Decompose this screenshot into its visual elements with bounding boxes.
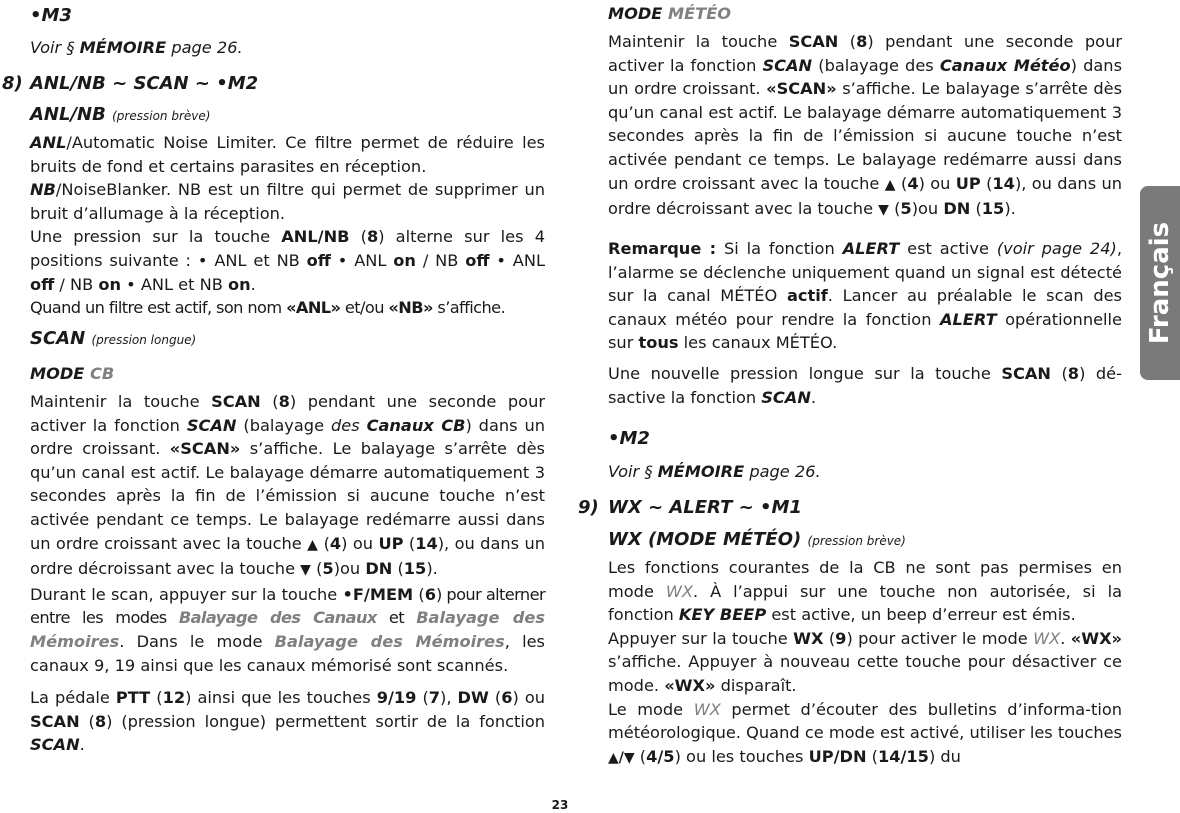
wx-text: Le mode (608, 699, 694, 719)
wx-label: WX (MODE MÉTÉO) (608, 529, 802, 550)
scan-exit-paragraph (30, 686, 545, 757)
scan-cb-text: ( (260, 392, 279, 411)
scan-cb-key: 15 (403, 559, 427, 579)
scan-label: SCAN (30, 328, 86, 349)
scan-mode-text: . Dans le mode (119, 631, 275, 651)
scan-exit-key: PTT (115, 688, 151, 707)
scan-meteo-text: (balayage des (812, 55, 940, 75)
scan-cb-text: s’affiche. Le balayage s’arrête dès qu’un canal est actif. Le balayage démarre automatiquement 3 secondes après la fin de l’émission si aucune touche n’est activée pendant ce temps. Le balayage redémarre aussi dans un ordre croissant avec la touche (30, 439, 545, 553)
state-on-1: on (393, 250, 416, 270)
scan-cb-text: ) dans un ordre croissant. (30, 415, 546, 459)
scan-mode-text: ( (413, 584, 425, 604)
scan-exit-text: La pédale (30, 688, 116, 707)
wx-key-beep: KEY BEEP (678, 605, 767, 625)
deactivate-text: ) dé-sactive la fonction (608, 364, 1122, 407)
language-tab (1140, 186, 1180, 380)
m2-ref-memoire: MÉMOIRE (657, 462, 745, 481)
anl-description: /Automatic Noise Limiter. Ce filtre permet de réduire les bruits de fond et certains parasites en réception. (30, 133, 545, 176)
wx-key: UP/DN (808, 746, 867, 766)
remarque-paragraph (608, 237, 1122, 355)
remarque-tous: tous (638, 333, 679, 353)
state-text-3: • ANL (489, 250, 546, 270)
scan-cb-des: des (330, 415, 360, 435)
wx-text: ) ou les touches (674, 746, 809, 766)
remarque-actif: actif (786, 286, 828, 306)
scan-cb-text: ). (426, 559, 438, 579)
press-text-1: Une pression sur la touche (30, 227, 282, 247)
section-8-title: ANL/NB ~ SCAN ~ •M2 (30, 73, 259, 94)
scan-meteo-canaux: Canaux Météo (939, 55, 1071, 75)
state-on-2: on (98, 274, 121, 294)
scan-exit-text: . (79, 735, 85, 755)
remarque-text: , l’alarme se déclenche uniquement quand un signal est détecté sur la canal MÉTÉO (608, 239, 1122, 306)
deactivate-text: . (810, 387, 817, 407)
scan-cb-text: ( (310, 559, 323, 579)
scan-meteo-text: ) pendant une seconde pour activer la fonction (608, 32, 1122, 75)
scan-mode-key: •F/MEM (342, 584, 414, 604)
deactivate-text: Une nouvelle pression longue sur la touche (608, 364, 1002, 383)
scan-cb-text: ( (392, 559, 404, 579)
scan-exit-text: ) ou (512, 688, 545, 707)
state-text-2: / NB (415, 250, 466, 270)
remarque-text: les canaux MÉTÉO. (678, 333, 838, 353)
scan-meteo-text: ( (888, 199, 901, 219)
nb-term: NB (30, 180, 56, 200)
wx-key: 4/5 (646, 746, 675, 766)
scan-meteo-key: DN (943, 199, 971, 219)
scan-exit-key: 6 (501, 688, 513, 707)
anl-nb-label: ANL/NB (30, 104, 106, 125)
scan-cb-text (360, 416, 367, 435)
scan-mode-text: , les canaux 9, 19 ainsi que les canaux mémorisé sont scannés. (30, 631, 545, 675)
filter-text-2: et/ou (340, 298, 389, 318)
m2-ref-suffix: page 26. (744, 462, 821, 481)
scan-exit-key: 7 (428, 688, 441, 707)
wx-text: est active, un beep d’erreur est émis. (766, 605, 1076, 625)
scan-cb-text: )ou (333, 559, 366, 579)
remarque-alert: ALERT (842, 239, 900, 258)
scan-exit-function: SCAN (30, 735, 80, 755)
mode-cb-heading (30, 362, 530, 386)
wx-display: «WX» (664, 675, 716, 695)
scan-cb-key: 5 (322, 559, 334, 579)
scan-cb-text: (balayage (236, 415, 331, 435)
scan-meteo-key: 15 (981, 199, 1005, 219)
wx-text: Appuyer sur la touche (608, 628, 794, 648)
remarque-label: Remarque : (608, 239, 717, 258)
scan-cb-text: ) ou (341, 533, 379, 553)
down-arrow-icon: ▼ (878, 202, 889, 219)
nb-description: /NoiseBlanker. NB est un filtre qui permet de supprimer un bruit d’allumage à la réception. (30, 180, 545, 223)
m2-ref-prefix: Voir § (608, 462, 658, 481)
deactivate-key: 8 (1067, 364, 1080, 383)
wx-key: 14/15 (877, 746, 929, 766)
scan-exit-text: ) ainsi que les touches (185, 688, 377, 707)
remarque-alert: ALERT (939, 309, 997, 329)
press-text-3: ) alterne sur les 4 positions suivante : • ANL et NB (30, 227, 545, 270)
state-text-5: • ANL et NB (121, 274, 228, 294)
scan-exit-key: SCAN (30, 711, 80, 731)
wx-text: ( (634, 746, 647, 766)
wx-mode-term: WX (1033, 628, 1061, 648)
wx-mode-term: WX (693, 699, 721, 719)
scan-meteo-key: 5 (900, 199, 912, 219)
mode-meteo-mode: MODE (608, 4, 663, 23)
scan-exit-key: 8 (94, 711, 107, 731)
wx-text: . (1060, 628, 1071, 648)
filter-anl: «ANL» (286, 298, 341, 318)
scan-cb-key: DN (365, 559, 393, 579)
wx-text: ( (823, 628, 836, 648)
scan-exit-text: ( (79, 711, 95, 731)
state-on-3: on (228, 274, 251, 294)
mode-meteo-heading (608, 2, 1108, 26)
state-off-2: off (465, 250, 490, 270)
mode-cb-cb: CB (90, 364, 115, 383)
scan-mode-text: et (376, 608, 417, 628)
scan-meteo-text: ) ou (918, 173, 956, 193)
state-off-1: off (306, 250, 331, 270)
deactivate-function: SCAN (761, 387, 811, 407)
wx-text: Les fonctions courantes de la CB ne sont pas permises en mode (608, 558, 1122, 601)
scan-meteo-text: s’affiche. Le balayage s’arrête dès qu’un canal est actif. Le balayage démarre automatiquement 3 secondes après la fin de l’émission si aucune touche n’est activée pendant ce temps. Le balayage redémarre aussi dans un ordre croissant avec la touche (608, 79, 1123, 193)
scan-meteo-text: ( (980, 173, 993, 193)
filter-nb: «NB» (388, 298, 433, 318)
scan-meteo-function: SCAN (762, 55, 813, 75)
press-key-anlnb: ANL/NB (281, 227, 350, 247)
wx-key: 9 (835, 628, 847, 648)
anl-term: ANL (30, 133, 67, 152)
scan-meteo-display: «SCAN» (766, 79, 837, 99)
m3-ref-memoire: MÉMOIRE (79, 38, 167, 57)
scan-cb-key: 14 (415, 533, 438, 553)
m2-title: •M2 (608, 428, 650, 449)
scan-cb-text: ) pendant une seconde pour activer la fonction (30, 392, 545, 435)
wx-text: ) du (928, 746, 961, 766)
up-down-arrows-icon: ▲/▼ (608, 749, 635, 766)
filter-text-3: s’affiche. (432, 298, 506, 318)
scan-meteo-text: ), ou dans un ordre décroissant avec la touche (608, 173, 1122, 219)
wx-subheading (608, 528, 1108, 553)
anl-nb-paragraph (30, 131, 545, 320)
deactivate-text: ( (1050, 364, 1068, 383)
remarque-text: est active (899, 239, 997, 258)
wx-key: WX (793, 628, 824, 648)
wx-text: disparaît. (715, 675, 797, 695)
state-off-3: off (30, 274, 55, 294)
scan-meteo-text: ) dans un ordre croissant. (608, 55, 1123, 99)
section-9-heading (578, 496, 1098, 520)
scan-cb-text: ( (403, 533, 416, 553)
wx-text: s’affiche. Appuyer à nouveau cette touche pour désactiver ce mode. (608, 652, 1122, 695)
scan-meteo-text: )ou (911, 199, 944, 219)
scan-exit-text: ( (150, 688, 163, 707)
wx-text: ) pour activer le mode (846, 628, 1034, 648)
scan-mode-key: 6 (424, 584, 436, 604)
remarque-text: . Lancer au préalable le scan des canaux météo pour rendre la fonction (608, 286, 1122, 329)
m3-ref-prefix: Voir § (30, 38, 80, 57)
scan-meteo-text: ( (895, 173, 908, 193)
scan-cb-function: SCAN (186, 415, 237, 435)
scan-mode-text: Durant le scan, appuyer sur la touche (30, 584, 343, 604)
m3-ref-suffix: page 26. (166, 38, 243, 57)
up-arrow-icon: ▲ (884, 176, 896, 193)
scan-exit-key: DW (457, 688, 489, 707)
scan-subheading (30, 327, 530, 352)
remarque-text: opérationnelle sur (608, 309, 1122, 353)
scan-cb-text: Maintenir la touche (30, 392, 212, 411)
scan-cb-key: SCAN (211, 392, 261, 411)
scan-cb-key: 8 (278, 392, 290, 411)
section-9-number: 9) (578, 497, 599, 518)
scan-exit-text: ) (pression longue) permettent sortir de la fonction (106, 711, 546, 731)
scan-exit-text: ( (488, 688, 502, 707)
mode-cb-mode: MODE (30, 364, 85, 383)
scan-mode-balayage-memoires: Balayage des Mémoires (274, 631, 505, 651)
mode-meteo-meteo: MÉTÉO (668, 4, 732, 23)
scan-exit-text: ), (440, 688, 458, 707)
scan-meteo-key: 8 (856, 32, 868, 51)
scan-meteo-text: ( (838, 32, 857, 51)
scan-mode-balayage-canaux: Balayage des Canaux (178, 608, 377, 628)
filter-line (30, 298, 505, 317)
scan-mode-text: ) pour alterner entre les modes (30, 584, 545, 628)
wx-note: (pression brève) (807, 534, 906, 548)
scan-exit-text: ( (416, 688, 429, 707)
scan-meteo-key: UP (955, 173, 981, 193)
state-text-4: / NB (54, 274, 99, 294)
wx-display: «WX» (1070, 628, 1123, 648)
deactivate-paragraph (608, 362, 1122, 409)
language-tab-label: Français (1145, 221, 1175, 345)
up-arrow-icon: ▲ (307, 536, 319, 553)
scan-meteo-key: 14 (992, 173, 1015, 193)
section-9-title: WX ~ ALERT ~ •M1 (608, 497, 802, 518)
scan-meteo-key: SCAN (788, 32, 839, 51)
state-text-6: . (250, 274, 256, 294)
state-text-1: • ANL (330, 250, 394, 270)
scan-exit-key: 9/19 (376, 688, 417, 707)
m3-title: •M3 (30, 5, 72, 26)
scan-cb-canaux: Canaux CB (366, 415, 466, 435)
scan-cb-text: ( (318, 533, 330, 553)
wx-text: permet d’écouter des bulletins d’informa-tion météorologique. Quand ce mode est activé, utiliser les touches (608, 699, 1122, 743)
scan-cb-key: 4 (329, 533, 342, 553)
m2-reference (608, 460, 1108, 484)
scan-meteo-paragraph (608, 30, 1122, 223)
press-key-number: 8 (366, 227, 379, 247)
anl-nb-note: (pression brève) (112, 109, 211, 123)
wx-text: . À l’appui sur une touche non autorisée, si la fonction (608, 581, 1122, 625)
scan-note: (pression longue) (91, 333, 197, 347)
down-arrow-icon: ▼ (300, 562, 311, 579)
scan-meteo-text: ). (1004, 199, 1016, 219)
scan-meteo-text: Maintenir la touche (608, 32, 789, 51)
anl-nb-subheading (30, 103, 530, 128)
press-text-2: ( (349, 227, 367, 247)
filter-text-1: Quand un filtre est actif, son nom (30, 298, 287, 318)
scan-cb-key: UP (378, 533, 404, 553)
scan-meteo-text: ( (970, 199, 982, 219)
m3-reference (30, 36, 530, 60)
wx-mode-term: WX (665, 581, 693, 601)
scan-cb-display: «SCAN» (169, 439, 241, 459)
scan-exit-key: 12 (162, 688, 186, 707)
scan-mode-balayage-memoires: Balayage des Mémoires (30, 608, 545, 651)
deactivate-key: SCAN (1001, 364, 1051, 383)
remarque-text: Si la fonction (716, 239, 843, 258)
scan-cb-text: ), ou dans un ordre décroissant avec la touche (30, 533, 545, 579)
wx-paragraph (608, 556, 1122, 770)
page-number: 23 (551, 798, 569, 812)
section-8-heading (2, 72, 522, 96)
section-8-number: 8) (2, 73, 23, 94)
wx-text: ( (866, 746, 878, 766)
scan-cb-paragraph (30, 390, 545, 677)
scan-meteo-key: 4 (907, 173, 919, 193)
remarque-voir-page: (voir page 24) (996, 239, 1117, 258)
